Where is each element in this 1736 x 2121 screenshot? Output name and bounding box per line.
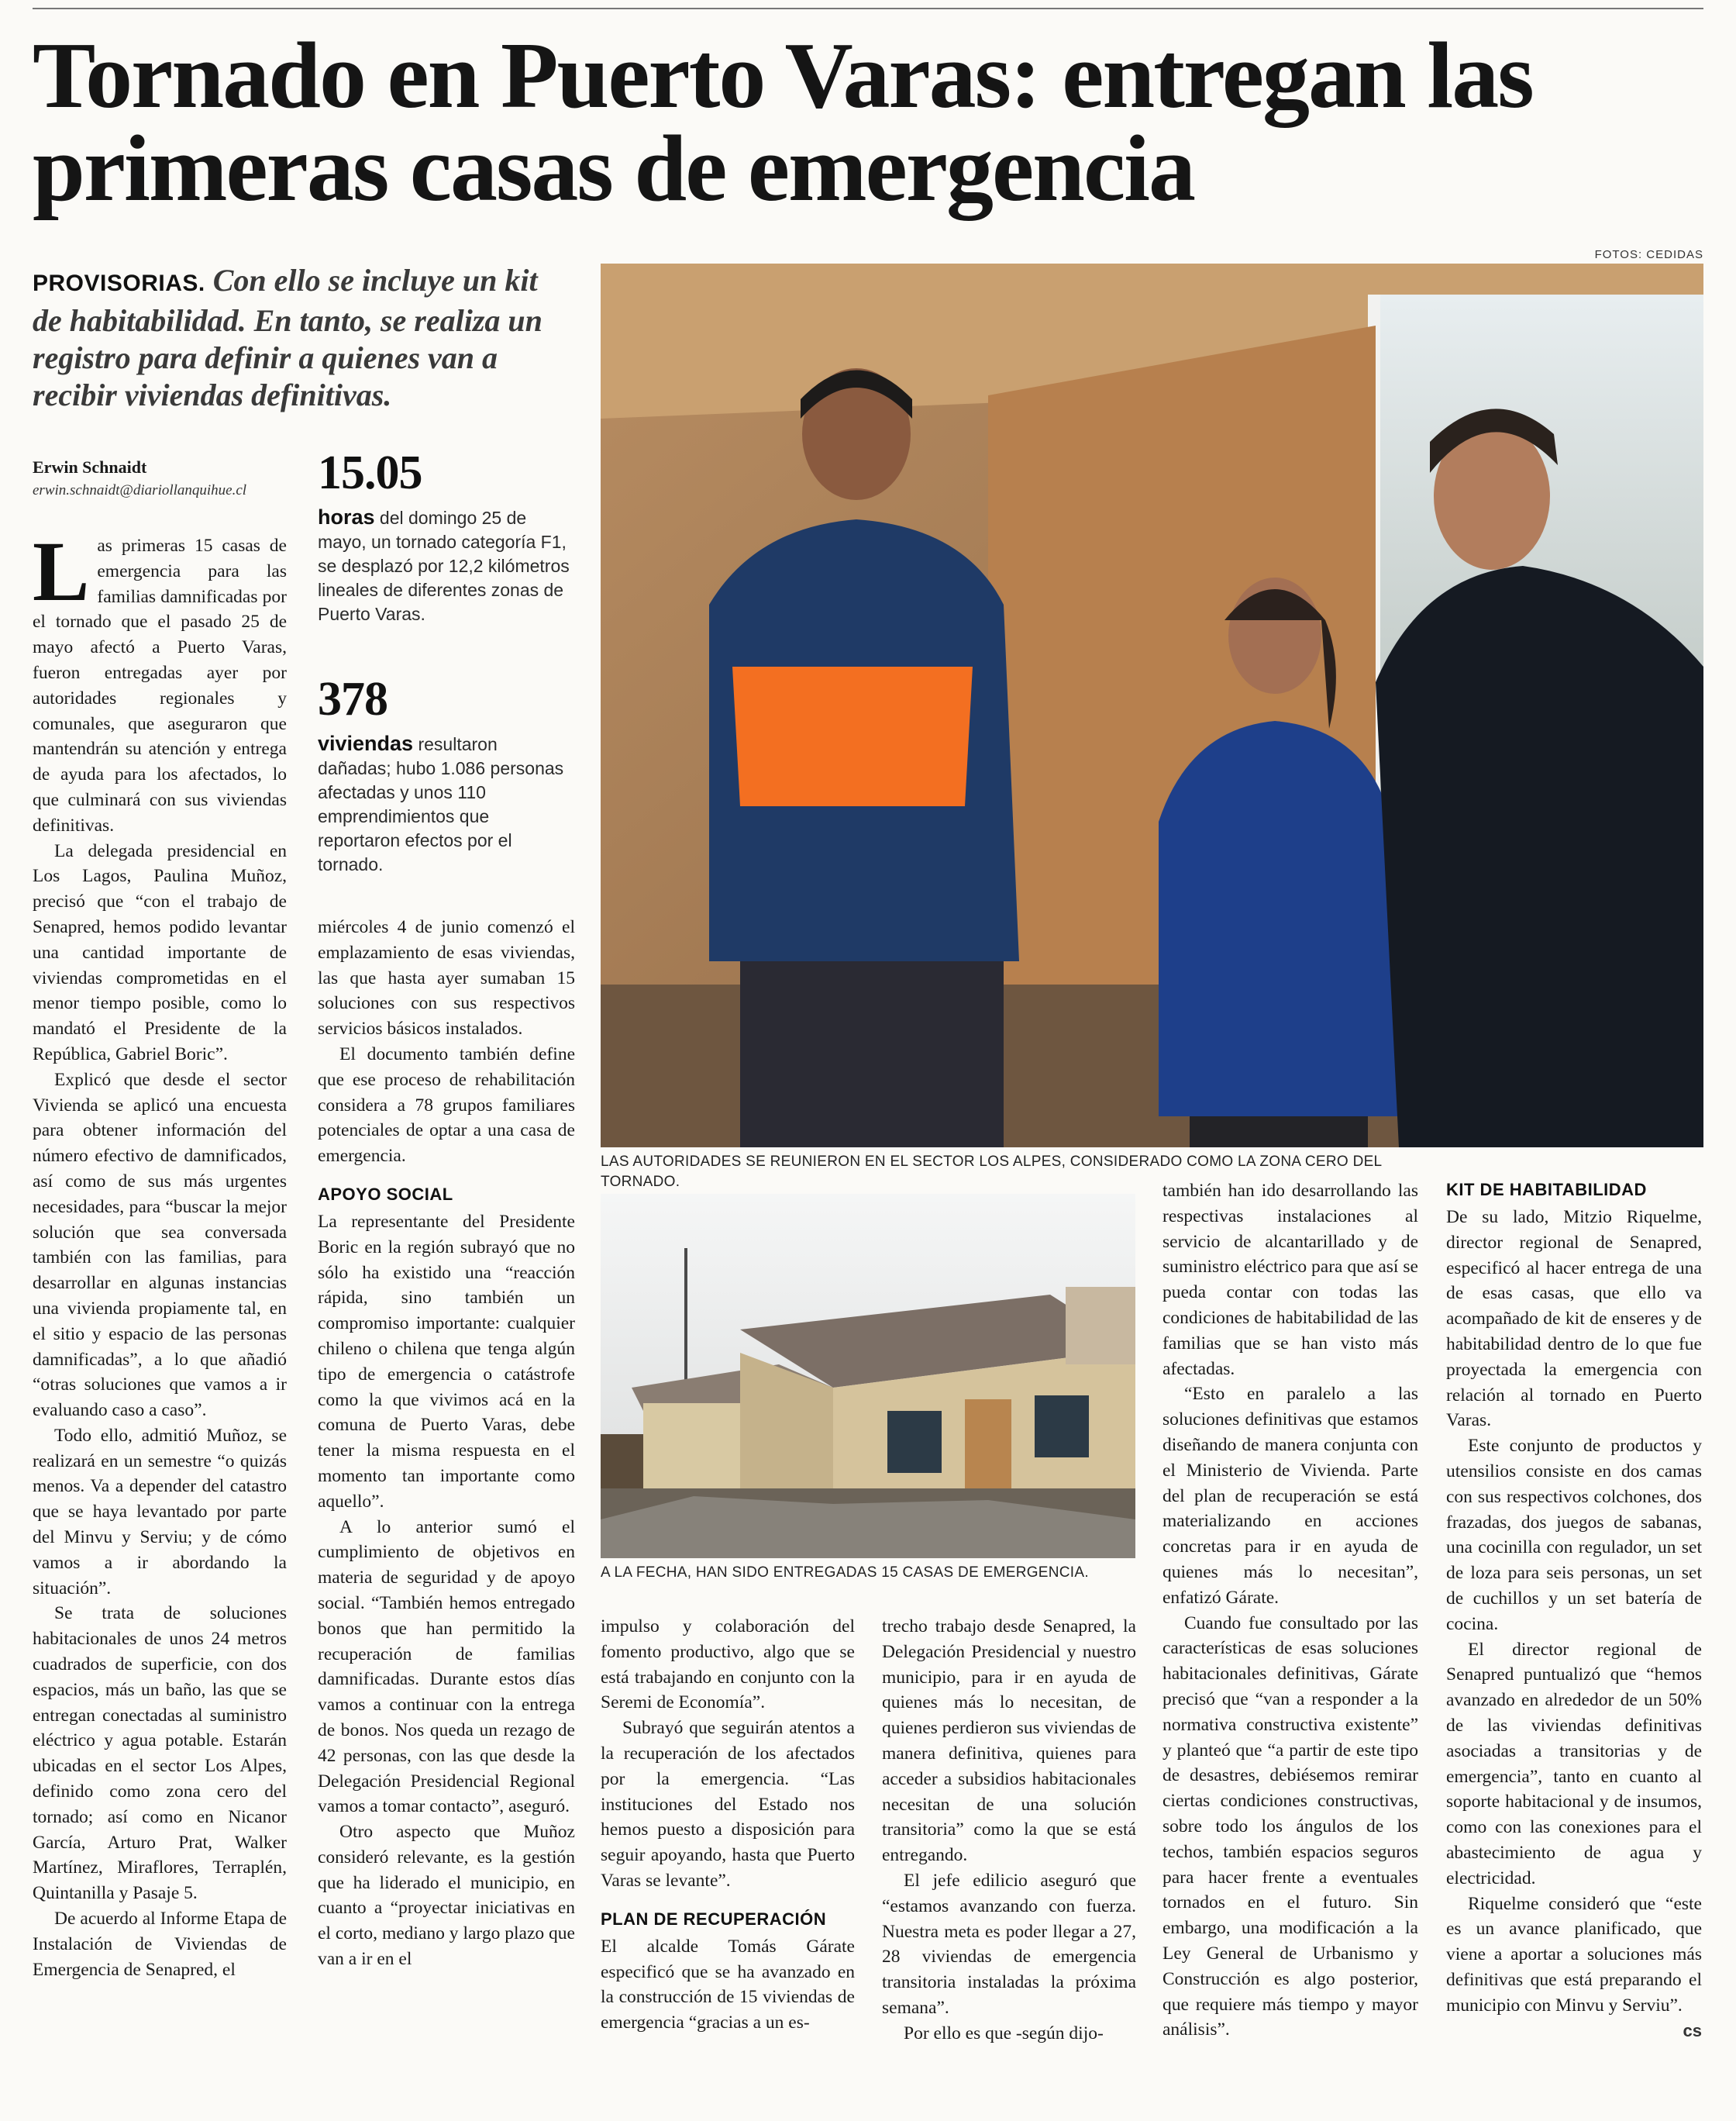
paragraph: El alcalde Tomás Gárate especificó que se ha avanzado en la construcción de 15 viviendas de emergencia “gracias a un es- (601, 1936, 855, 2033)
paragraph: De su lado, Mitzio Riquelme, director regional de Senapred, especificó al hacer entrega de una de esas casas, que ello va acompañado de kit de enseres y de habitabilidad dentro de lo que fue proyectada la emergencia con relación al tornado en Puerto Varas. (1446, 1207, 1702, 1431)
column-6 (1446, 1178, 1702, 2043)
paragraph: Cuando fue consultado por las características de esas soluciones habitacionales definitivas, Gárate precisó que “van a responder a la normativa constructiva existente” y planteó que “a partir de este tipo de desastres, debiésemos remirar ciertas condiciones constructivas, sobre todo los ángulos de los techos, también espacios seguros para hacer frente a eventuales tornados en el futuro. Sin embargo, una modificación a la Ley General de Urbanismo y Construcción es algo posterior, que requiere más tiempo y mayor análisis”. (1162, 1612, 1418, 2040)
end-mark: cs (1683, 2020, 1702, 2040)
column-1 (33, 524, 287, 1982)
photo-credit: FOTOS: CEDIDAS (1594, 248, 1703, 261)
stat-box-houses (318, 674, 574, 877)
photo-authorities-meeting (601, 264, 1703, 1147)
paragraph: Riquelme consideró que “este es un avance planificado, que viene a aportar a soluciones más definitivas que está preparando el municipio con Minvu y Serviu”. cs (1446, 1892, 1702, 2019)
paragraph: La representante del Presidente Boric en la región subrayó que no sólo ha existido una “reacción rápida, sino también un compromiso importante: cualquier chileno o chilena que tenga algún tipo de emergencia o catástrofe como la que vivimos acá en la comuna de Puerto Varas, debe tener la misma respuesta en el momento tan importante como aquello”. (318, 1211, 575, 1512)
paragraph: Explicó que desde el sector Vivienda se aplicó una encuesta para obtener información del número efectivo de damnificados, así como de sus más urgentes necesidades, para “buscar la mejor solución que sea conversada también con las familias, para desarrollar en algunas instancias una vivienda propiamente tal, en el sitio y espacio de las personas damnificadas”, a lo que añadió “otras soluciones que vamos a ir evaluando caso a caso”. (33, 1069, 287, 1421)
paragraph: “Esto en paralelo a las soluciones definitivas que estamos diseñando de manera conjunta con el Ministerio de Vivienda. Parte del plan de recuperación se está materializando en acciones concretas para ir en ayuda de quienes más lo necesitan”, enfatizó Gárate. (1162, 1384, 1418, 1608)
paragraph: Se trata de soluciones habitacionales de unos 24 metros cuadrados de superficie, con dos espacios, más un baño, las que se entregan conectadas al suministro eléctrico y agua potable. Estarán ubicadas en el sector Los Alpes, definido como zona cero del tornado; así como en Nicanor García, Arturo Prat, Walker Martínez, Miraflores, Terraplén, Quintanilla y Pasaje 5. (33, 1603, 287, 1904)
lead-text: Con ello se incluye un kit de habitabilidad. En tanto, se realiza un registro para definir a quienes van a recibir viviendas definitivas. (33, 263, 542, 412)
paragraph: El documento también define que ese proceso de rehabilitación considera a 78 grupos familiares potenciales de optar a una casa de emergencia. (318, 1043, 575, 1167)
paragraph: Otro aspecto que Muñoz consideró relevante, es la gestión que ha liderado el municipio, en cuanto a “proyectar iniciativas en el corto, mediano y largo plazo que van a ir en el (318, 1822, 575, 1970)
paragraph: trecho trabajo desde Senapred, la Delegación Presidencial y nuestro municipio, para ir en ayuda de quienes más lo necesitan, de quienes perdieron sus viviendas de manera definitiva, quienes para acceder a subsidios habitacionales necesitan de una solución transitoria” como la que se está entregando. (882, 1616, 1136, 1866)
author-email[interactable]: erwin.schnaidt@diariollanquihue.cl (33, 482, 247, 498)
paragraph: miércoles 4 de junio comenzó el emplazamiento de esas viviendas, las que hasta ayer sumaban 15 soluciones con sus respectivos servicios básicos instalados. (318, 917, 575, 1040)
photo2-caption: A LA FECHA, HAN SIDO ENTREGADAS 15 CASAS DE EMERGENCIA. (601, 1564, 1089, 1581)
lead-paragraph (33, 262, 567, 414)
subheading: PLAN DE RECUPERACIÓN (601, 1909, 827, 1929)
paragraph: A lo anterior sumó el cumplimiento de objetivos en materia de seguridad y de apoyo social. “También hemos entregado bonos que han permitido la recuperación de familias damnificadas. Durante estos días vamos a continuar con la entrega de bonos. Nos queda un rezago de 42 personas, con las que desde la Delegación Presidencial Regional vamos a tomar contacto”, aseguró. (318, 1516, 575, 1817)
stat-text: viviendas resultaron dañadas; hubo 1.086 personas afectadas y unos 110 emprendimientos que reportaron efectos por el tornado. (318, 732, 564, 874)
column-2 (318, 915, 575, 1972)
paragraph: De acuerdo al Informe Etapa de Instalación de Viviendas de Emergencia de Senapred, el (33, 1909, 287, 1980)
paragraph: El jefe edilicio aseguró que “estamos avanzando con fuerza. Nuestra meta es poder llegar a 27, 28 viviendas de emergencia transitoria instaladas la próxima semana”. (882, 1870, 1136, 2018)
paragraph: Las primeras 15 casas de emergencia para las familias damnificadas por el tornado que el pasado 25 de mayo afectó a Puerto Varas, fueron entregadas ayer por autoridades regionales y comunales, que aseguraron que mantendrán su atención y entrega de ayuda para los afectados, lo que culminará con sus viviendas definitivas. (33, 524, 287, 836)
top-rule (33, 8, 1703, 9)
stat-number: 378 (318, 673, 388, 726)
paragraph: El director regional de Senapred puntualizó que “hemos avanzado en alrededor de un 50% de las viviendas definitivas asociadas a transitorias y de emergencia”, tanto en cuanto al soporte habitacional y de insumos, como con las conexiones para el abastecimiento de agua y electricidad. (1446, 1639, 1702, 1888)
stat-number: 15.05 (318, 447, 422, 499)
photo-emergency-houses (601, 1194, 1135, 1558)
column-5 (1162, 1178, 1418, 2043)
paragraph: Subrayó que seguirán atentos a la recuperación de los afectados por la emergencia. “Las instituciones del Estado nos hemos puesto a disposición para seguir apoyando, hasta que Puerto Varas se levante”. (601, 1718, 855, 1891)
lead-kicker: PROVISORIAS. (33, 271, 205, 296)
paragraph: impulso y colaboración del fomento productivo, algo que se está trabajando en conjunto con la Seremi de Economía”. (601, 1616, 855, 1713)
drop-cap: L (33, 524, 90, 619)
column-4 (882, 1614, 1136, 2047)
byline (33, 456, 304, 502)
paragraph: Por ello es que -según dijo- (904, 2023, 1104, 2043)
paragraph: Este conjunto de productos y utensilios consiste en dos camas con sus respectivos colchones, dos frazadas, dos juegos de sabanas, una cocinilla con regulador, un set de loza para seis personas, un set de cuchillos y un set batería de cocina. (1446, 1436, 1702, 1634)
column-3 (601, 1614, 855, 2036)
author-name: Erwin Schnaidt (33, 457, 147, 477)
stat-text: horas del domingo 25 de mayo, un tornado categoría F1, se desplazó por 12,2 kilómetros lineales de diferentes zonas de Puerto Varas. (318, 505, 570, 624)
subheading: APOYO SOCIAL (318, 1184, 453, 1204)
photo1-caption: LAS AUTORIDADES SE REUNIERON EN EL SECTOR LOS ALPES, CONSIDERADO COMO LA ZONA CERO DEL TORNADO. (601, 1154, 1382, 1190)
stat-box-time (318, 448, 574, 626)
paragraph: Todo ello, admitió Muñoz, se realizará en un semestre “o quizás menos. Va a depender del catastro que se haya levantado por parte del Minvu y Serviu; y de cómo vamos a ir abordando la situación”. (33, 1425, 287, 1599)
paragraph: La delegada presidencial en Los Lagos, Paulina Muñoz, precisó que “con el trabajo de Senapred, hemos podido levantar una cantidad importante de viviendas comprometidas en el menor tiempo posible, como lo mandató el Presidente de la República, Gabriel Boric”. (33, 840, 287, 1064)
subheading: KIT DE HABITABILIDAD (1446, 1180, 1647, 1199)
headline: Tornado en Puerto Varas: entregan las primeras casas de emergencia (33, 23, 1533, 221)
paragraph: también han ido desarrollando las respectivas instalaciones al servicio de alcantarillado y de suministro eléctrico para que así se pueda contar con todas las condiciones de habitabilidad de las familias que se han visto más afectadas. (1162, 1181, 1418, 1379)
